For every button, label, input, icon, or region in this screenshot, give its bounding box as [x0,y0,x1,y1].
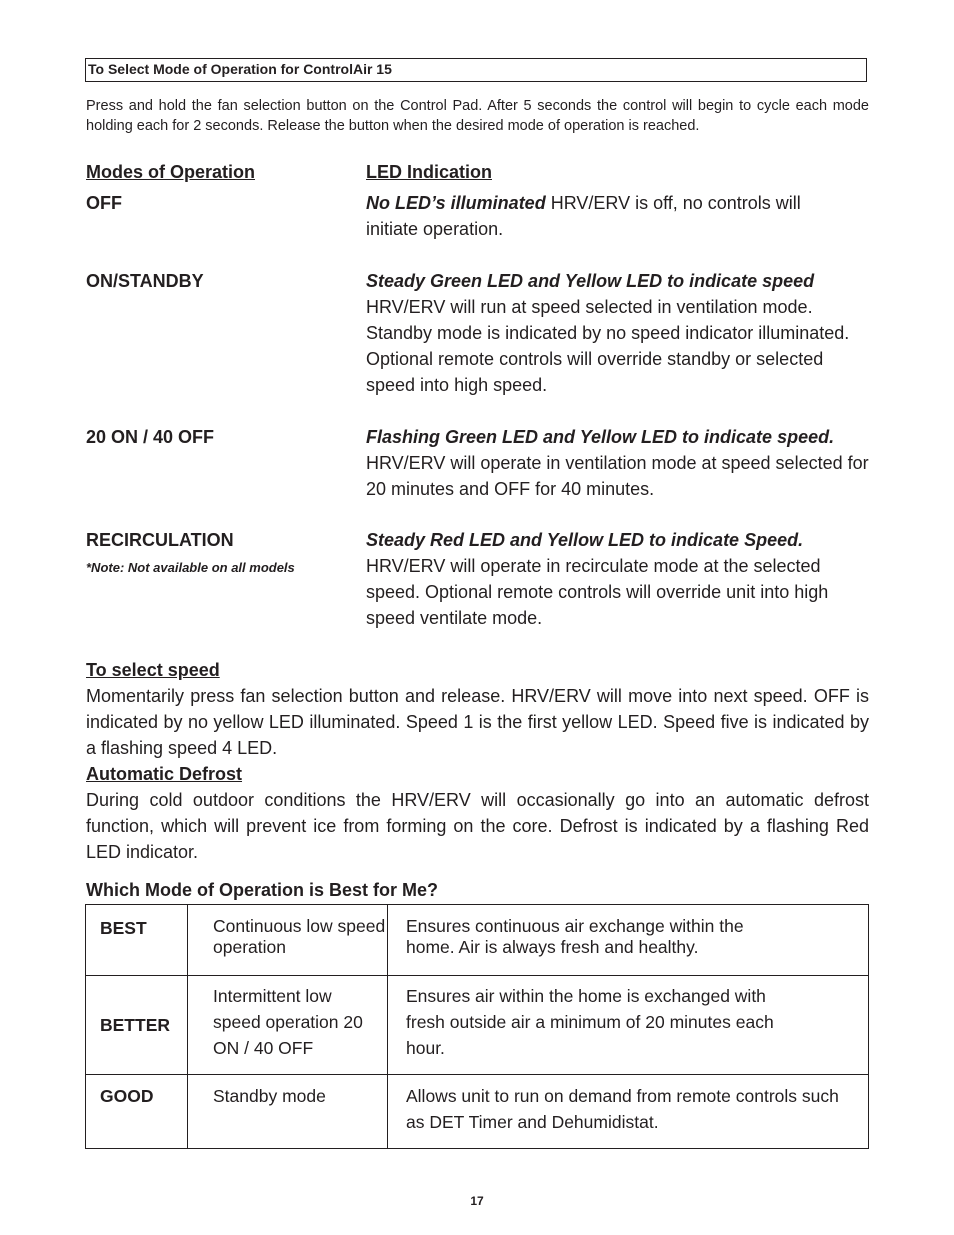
led-on-standby-text: HRV/ERV will run at speed selected in ventilation mode. Standby mode is indicated by no speed indicator illuminated. Optional remote controls will override standby or selected speed into high speed. [366,297,850,395]
led-recirculation [366,527,871,631]
rank-best: BEST [86,905,188,976]
rank-good: GOOD [86,1075,188,1149]
led-off-emphasis: No LED’s illuminated [366,193,546,213]
modes-heading: Modes of Operation [86,162,256,182]
section-title: To Select Mode of Operation for ControlAir 15 [88,61,392,77]
led-20-on-40-off-emphasis: Flashing Green LED and Yellow LED to indicate speed. [366,427,835,447]
led-recirculation-emphasis: Steady Red LED and Yellow LED to indicate Speed. [366,530,804,550]
led-off [366,190,846,242]
mode-recirculation: RECIRCULATION [86,530,234,550]
defrost-heading: Automatic Defrost [86,764,243,784]
recirculation-note: *Note: Not available on all models [86,560,295,575]
mode-good: Standby mode [188,1075,388,1149]
led-recirculation-text: HRV/ERV will operate in recirculate mode at the selected speed. Optional remote controls will override unit into high speed ventilate mode. [366,556,829,628]
led-20-on-40-off-text: HRV/ERV will operate in ventilation mode at speed selected for 20 minutes and OFF for 40 minutes. [366,453,869,499]
led-off-text: HRV/ERV is off, no controls will initiate operation. [366,193,801,239]
mode-best: Continuous low speed operation [188,905,388,976]
led-on-standby-emphasis: Steady Green LED and Yellow LED to indicate speed [366,271,815,291]
table-row [86,976,869,1075]
desc-better: Ensures air within the home is exchanged with fresh outside air a minimum of 20 minutes each hour. [388,976,869,1075]
intro-paragraph: Press and hold the fan selection button on the Control Pad. After 5 seconds the control will begin to cycle each mode holding each for 2 seconds. Release the button when the desired mode of operation is reached. [86,98,869,134]
mode-on-standby: ON/STANDBY [86,271,204,291]
defrost-text: During cold outdoor conditions the HRV/ERV will occasionally go into an automatic defrost function, which will prevent ice from forming on the core. Defrost is indicated by a flashing Red LED indicator. [86,790,869,862]
mode-better: Intermittent low speed operation 20 ON / 40 OFF [188,976,388,1075]
desc-good: Allows unit to run on demand from remote controls such as DET Timer and Dehumidistat. [388,1075,869,1149]
rank-better: BETTER [86,976,188,1075]
select-speed-text: Momentarily press fan selection button and release. HRV/ERV will move into next speed. OFF is indicated by no yellow LED illuminated. Speed 1 is the first yellow LED. Speed five is indicated by a flashing speed 4 LED. [86,686,869,758]
led-heading: LED Indication [366,162,492,182]
table-row [86,905,869,976]
desc-best: Ensures continuous air exchange within the home. Air is always fresh and healthy. [388,905,869,976]
led-20-on-40-off [366,424,871,502]
select-speed-heading: To select speed [86,660,220,680]
mode-20-on-40-off: 20 ON / 40 OFF [86,427,215,447]
mode-off: OFF [86,193,122,213]
led-on-standby [366,268,871,398]
best-mode-table [85,904,869,1149]
section-title-box [85,58,867,82]
page-number: 17 [470,1194,484,1208]
table-row [86,1075,869,1149]
best-table-heading: Which Mode of Operation is Best for Me? [86,880,439,900]
